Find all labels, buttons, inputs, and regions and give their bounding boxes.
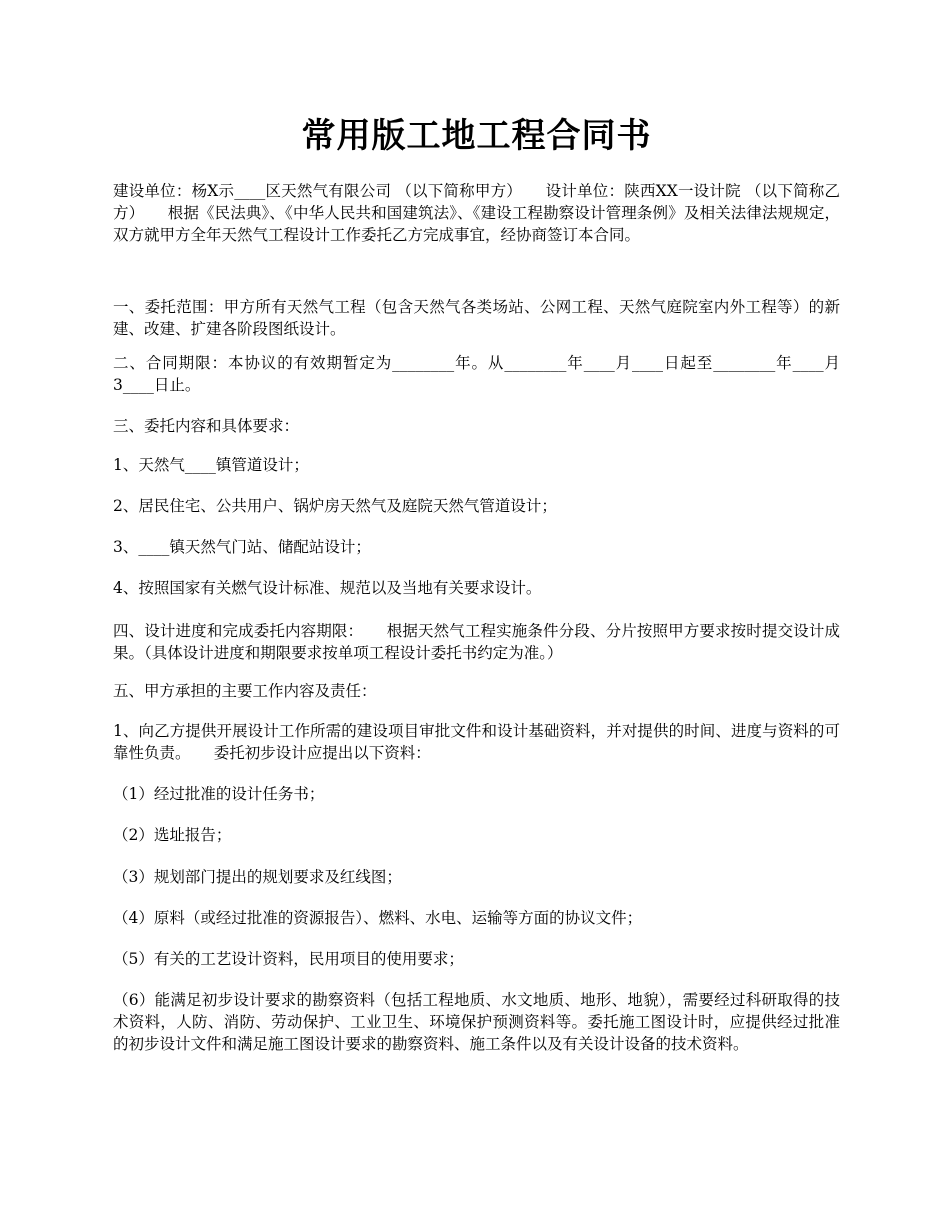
paragraph-term: 二、合同期限：本协议的有效期暂定为________年。从________年____月____日起至________年____月3____日止。 — [113, 354, 840, 394]
paragraph-material-6: （6）能满足初步设计要求的勘察资料（包括工程地质、水文地质、地形、地貌），需要经过科研取得的技术资料，人防、消防、劳动保护、工业卫生、环境保护预测资料等。委托施工图设计时，应提供经过批准的初步设计文件和满足施工图设计要求的勘察资料、施工条件以及有关设计设备的技术资料。 — [113, 991, 840, 1053]
paragraph-material-1: （1）经过批准的设计任务书； — [113, 785, 325, 803]
paragraph-duty-1: 1、向乙方提供开展设计工作所需的建设项目审批文件和设计基础资料，并对提供的时间、进度与资料的可靠性负责。 委托初步设计应提出以下资料： — [113, 722, 840, 762]
paragraph-material-5: （5）有关的工艺设计资料，民用项目的使用要求； — [113, 950, 464, 968]
paragraph-item-4: 4、按照国家有关燃气设计标准、规范以及当地有关要求设计。 — [113, 579, 542, 597]
paragraph-item-1: 1、天然气____镇管道设计； — [113, 456, 309, 474]
paragraph-material-2: （2）选址报告； — [113, 826, 232, 844]
paragraph-party-a-duties-heading: 五、甲方承担的主要工作内容及责任： — [113, 682, 377, 700]
paragraph-material-3: （3）规划部门提出的规划要求及红线图； — [113, 868, 402, 886]
paragraph-schedule: 四、设计进度和完成委托内容期限： 根据天然气工程实施条件分段、分片按照甲方要求按时提交设计成果。（具体设计进度和期限要求按单项工程设计委托书约定为准。） — [113, 622, 840, 662]
paragraph-material-4: （4）原料（或经过批准的资源报告）、燃料、水电、运输等方面的协议文件； — [113, 909, 643, 927]
paragraph-parties-preamble: 建设单位：杨X示____区天然气有限公司 （以下简称甲方） 设计单位：陕西XX一设计院 （以下简称乙方） 根据《民法典》、《中华人民共和国建筑法》、《建设工程勘察设计管理条例》及相关法律法规规定，双方就甲方全年天然气工程设计工作委托乙方完成事宜，经协商签订本合同。 — [113, 182, 840, 244]
document-title: 常用版工地工程合同书 — [301, 116, 652, 156]
paragraph-item-3: 3、____镇天然气门站、储配站设计； — [113, 538, 371, 556]
paragraph-item-2: 2、居民住宅、公共用户、锅炉房天然气及庭院天然气管道设计； — [113, 497, 557, 515]
paragraph-content-heading: 三、委托内容和具体要求： — [113, 417, 300, 435]
paragraph-scope: 一、委托范围：甲方所有天然气工程（包含天然气各类场站、公网工程、天然气庭院室内外工程等）的新建、改建、扩建各阶段图纸设计。 — [113, 298, 840, 338]
